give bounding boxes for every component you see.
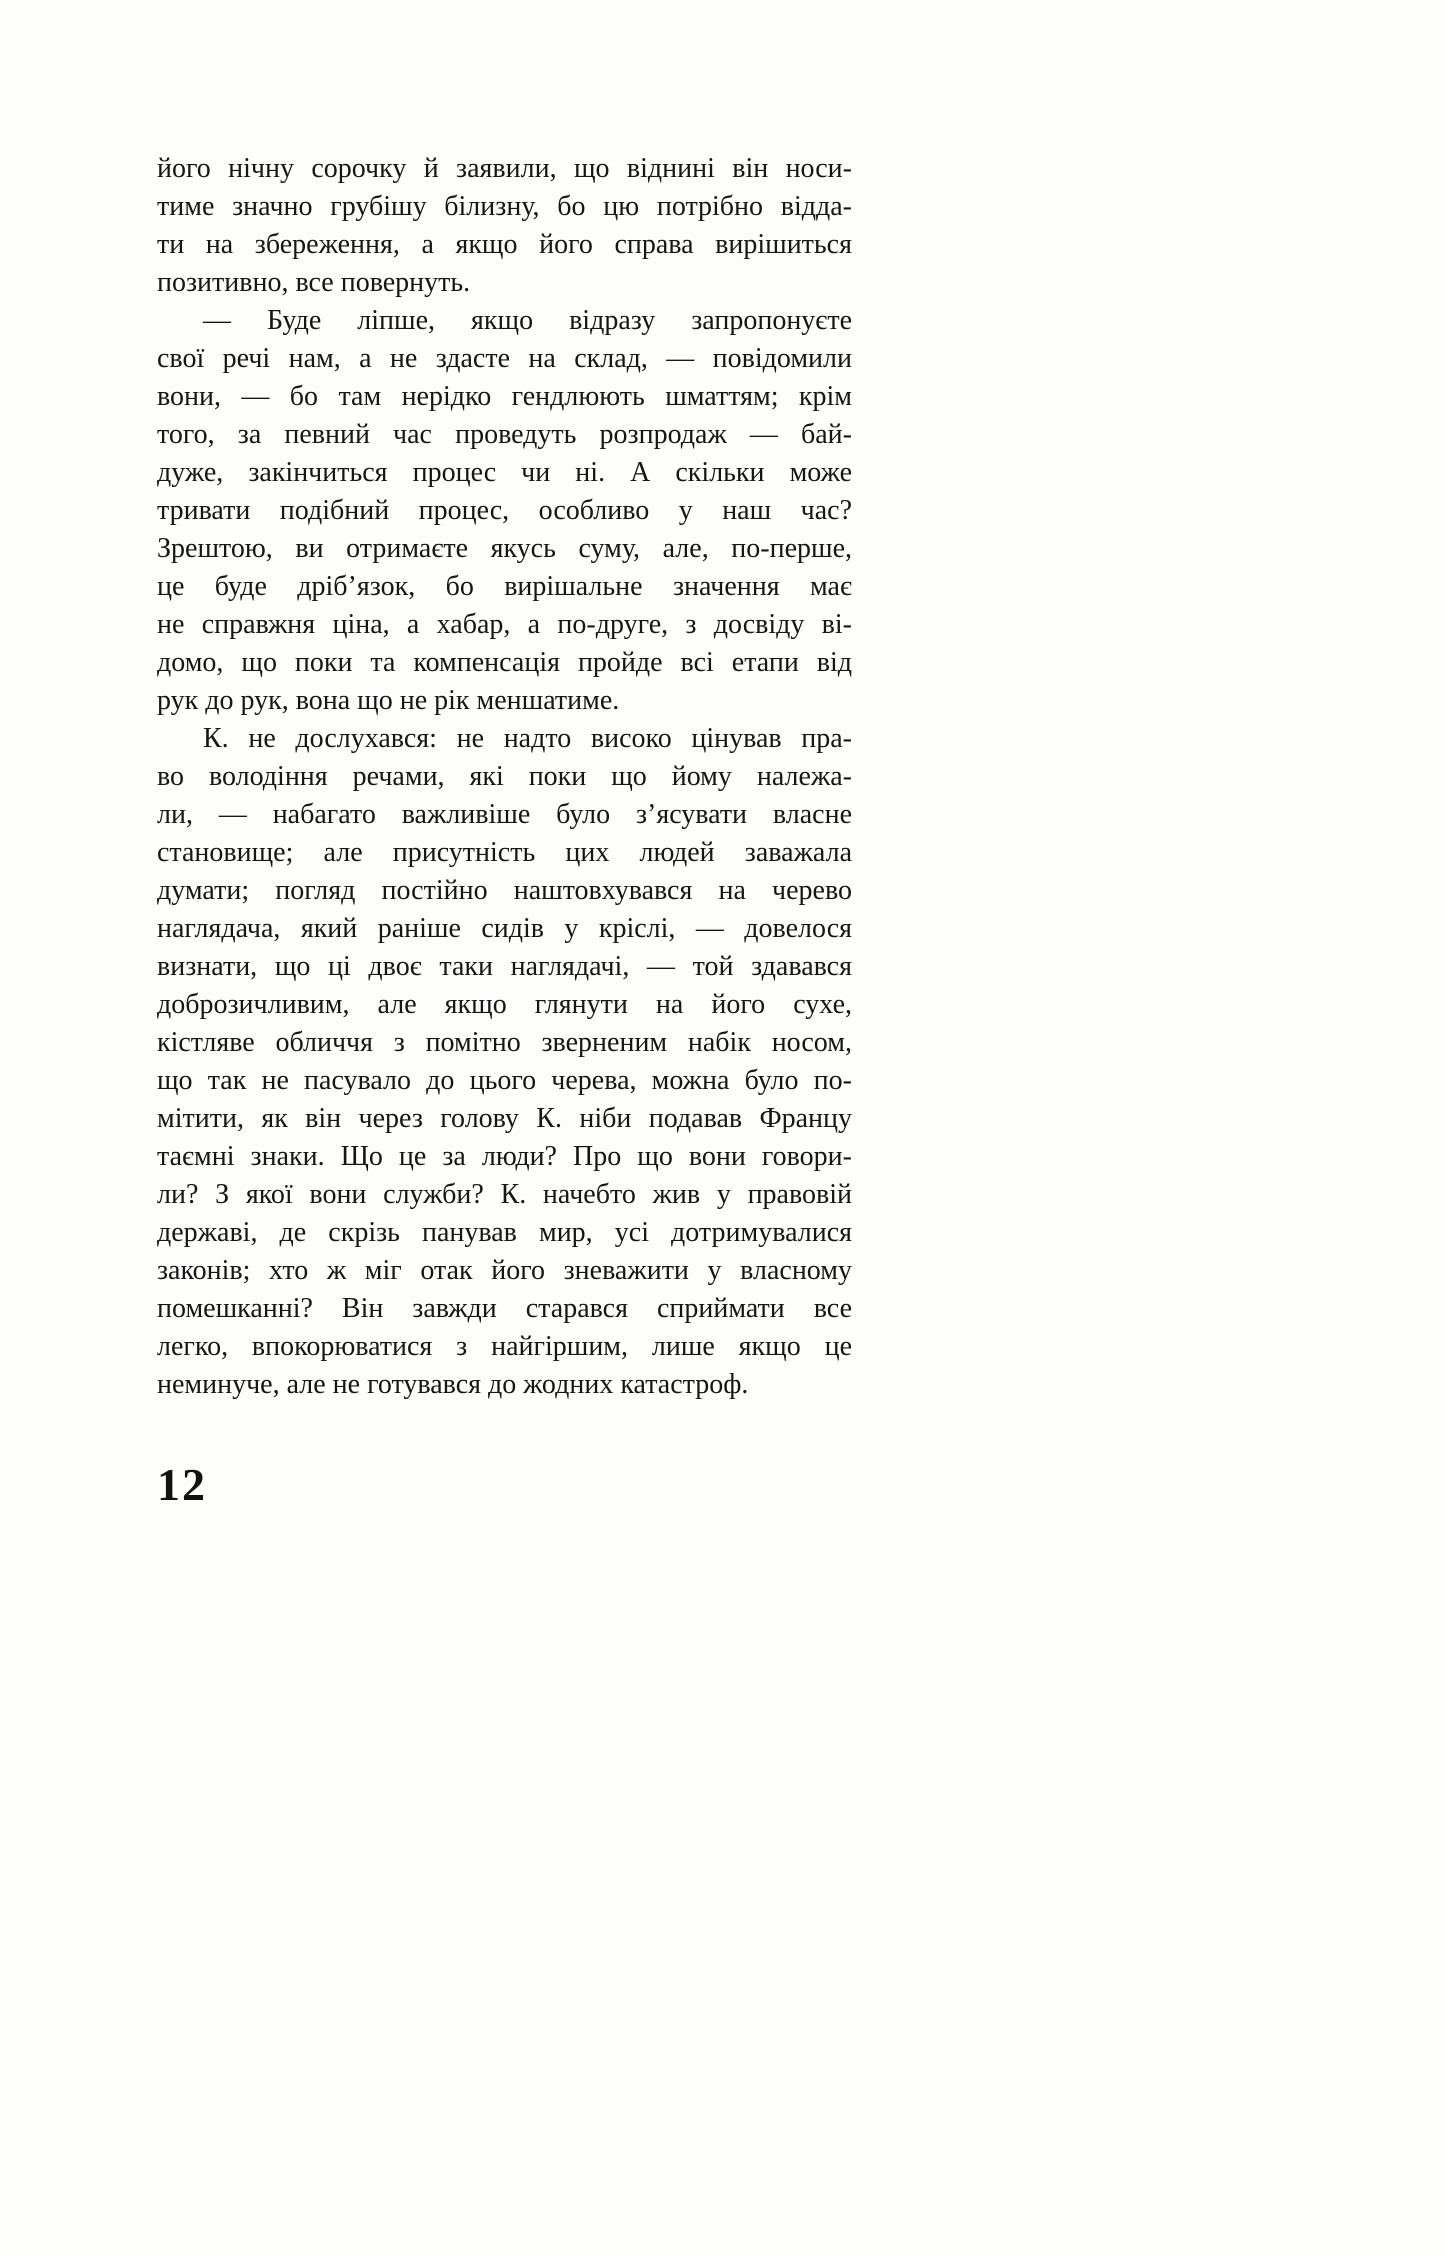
- text-line: визнати, що ці двоє таки наглядачі, — той здавався: [157, 951, 852, 982]
- text-line: К. не дослухався: не надто високо цінував пра-: [203, 723, 852, 754]
- text-line: свої речі нам, а не здасте на склад, — повідомили: [157, 343, 852, 374]
- text-line: — Буде ліпше, якщо відразу запропонуєте: [203, 305, 852, 336]
- page-number: 12: [157, 1459, 207, 1510]
- text-line: во володіння речами, які поки що йому належа-: [157, 761, 852, 792]
- text-line: це буде дріб’язок, бо вирішальне значення має: [157, 571, 852, 602]
- text-line: кістляве обличчя з помітно зверненим набік носом,: [157, 1027, 852, 1058]
- text-line: позитивно, все повернуть.: [157, 267, 471, 298]
- text-line: дуже, закінчиться процес чи ні. А скільки може: [157, 457, 852, 488]
- text-line: становище; але присутність цих людей заважала: [157, 837, 852, 868]
- text-line: ли, — набагато важливіше було з’ясувати власне: [157, 799, 852, 830]
- text-line: що так не пасувало до цього черева, можна було по-: [157, 1065, 852, 1096]
- text-line: ти на збереження, а якщо його справа вирішиться: [157, 229, 852, 260]
- text-line: наглядача, який раніше сидів у кріслі, — довелося: [157, 913, 852, 944]
- text-line: Зрештою, ви отримаєте якусь суму, але, по-перше,: [157, 533, 852, 564]
- text-line: тиме значно грубішу білизну, бо цю потрібно відда-: [157, 191, 852, 222]
- text-block: [157, 150, 852, 1404]
- text-line: тривати подібний процес, особливо у наш час?: [157, 495, 852, 526]
- text-line: вони, — бо там нерідко гендлюють шматтям; крім: [157, 381, 852, 412]
- text-line: помешканні? Він завжди старався сприймати все: [157, 1293, 852, 1324]
- text-line: ли? З якої вони служби? К. начебто жив у правовій: [157, 1179, 852, 1210]
- text-line: домо, що поки та компенсація пройде всі етапи від: [157, 647, 852, 678]
- text-line: рук до рук, вона що не рік меншатиме.: [157, 685, 620, 716]
- text-line: законів; хто ж міг отак його зневажити у власному: [157, 1255, 852, 1286]
- text-line: доброзичливим, але якщо глянути на його сухе,: [157, 989, 852, 1020]
- text-line: неминуче, але не готувався до жодних катастроф.: [157, 1369, 749, 1400]
- paragraph: [157, 302, 852, 720]
- text-line: думати; погляд постійно наштовхувався на черево: [157, 875, 852, 906]
- text-line: легко, впокорюватися з найгіршим, лише якщо це: [157, 1331, 852, 1362]
- text-line: мітити, як він через голову К. ніби подавав Францу: [157, 1103, 852, 1134]
- text-line: того, за певний час проведуть розпродаж — бай-: [157, 419, 852, 450]
- text-line: його нічну сорочку й заявили, що віднині він носи-: [157, 153, 852, 184]
- text-line: державі, де скрізь панував мир, усі дотримувалися: [157, 1217, 852, 1248]
- text-line: не справжня ціна, а хабар, а по-друге, з досвіду ві-: [157, 609, 852, 640]
- text-line: таємні знаки. Що це за люди? Про що вони говори-: [157, 1141, 852, 1172]
- paragraph: [157, 150, 852, 302]
- paragraph: [157, 720, 852, 1404]
